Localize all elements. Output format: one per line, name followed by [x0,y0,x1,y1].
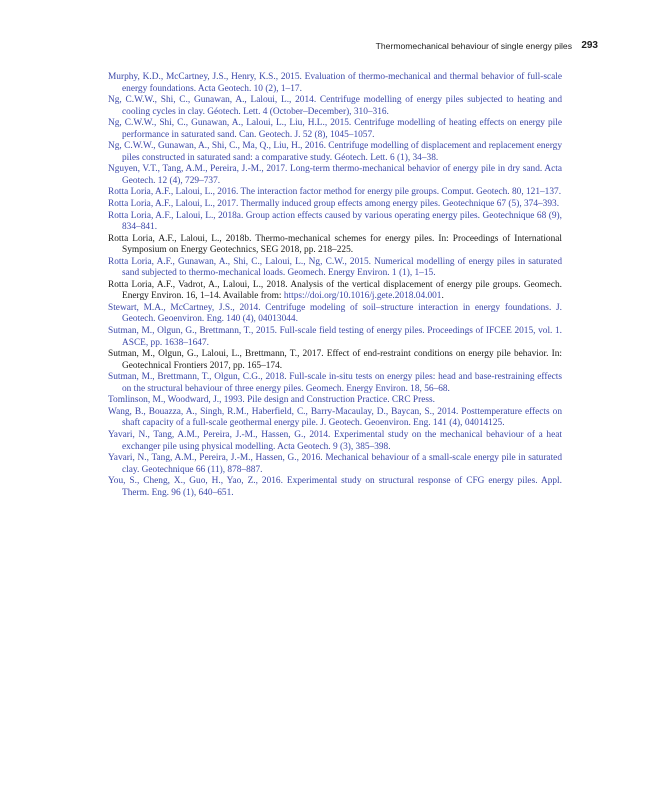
reference-text: Ng, C.W.W., Gunawan, A., Shi, C., Ma, Q., Liu, H., 2016. Centrifuge modelling of displacement and replacement energy piles constructed in saturated sand: a comparative study. Géotech. Lett. 6 (1), 34–38. [108,141,562,163]
reference-text: Yavari, N., Tang, A.M., Pereira, J.-M., Hassen, G., 2014. Experimental study on the mechanical behaviour of a heat exchanger pile using physical modelling. Acta Geotech. 9 (3), 385–398. [108,429,562,452]
reference-text: Murphy, K.D., McCartney, J.S., Henry, K.S., 2015. Evaluation of thermo-mechanical and thermal behavior of full-scale energy foundations. Acta Geotech. 10 (2), 1–17. [108,72,562,94]
reference-text: Rotta Loria, A.F., Gunawan, A., Shi, C., Laloui, L., Ng, C.W., 2015. Numerical modelling of energy piles in saturated sand subjected to thermo-mechanical loads. Geomech. Energy Environ. 1 (1), 1–15. [108,256,562,279]
reference-entry[interactable] [108,199,562,211]
reference-text: Yavari, N., Tang, A.M., Pereira, J.-M., Hassen, G., 2016. Mechanical behaviour of a small-scale energy pile in saturated clay. Geotechnique 66 (11), 878–887. [108,453,562,475]
reference-entry[interactable] [108,430,562,453]
reference-entry[interactable] [108,326,562,349]
reference-entry[interactable] [108,372,562,395]
reference-text: Ng, C.W.W., Shi, C., Gunawan, A., Laloui, L., Liu, H.L., 2015. Centrifuge modelling of heating effects on energy pile performance in saturated sand. Can. Geotech. J. 52 (8), 1045–1057. [108,118,562,140]
reference-text: Sutman, M., Brettmann, T., Olgun, C.G., 2018. Full-scale in-situ tests on energy piles: head and base-restraining effects on the structural behaviour of three energy piles. Geomech. Energy Environ. 18, 56–68. [108,372,562,394]
reference-text: Rotta Loria, A.F., Vadrot, A., Laloui, L., 2018. Analysis of the vertical displacement of energy pile groups. Geomech. Energy Environ. 16, 1–14. Available from: [108,279,562,302]
reference-entry[interactable] [108,164,562,187]
doi-link[interactable]: https://doi.org/10.1016/j.gete.2018.04.001 [283,291,442,302]
reference-entry [108,280,562,303]
reference-text: Wang, B., Bouazza, A., Singh, R.M., Haberfield, C., Barry-Macaulay, D., Baycan, S., 2014. Posttemperature effects on shaft capacity of a full-scale geothermal energy pile. J. Geotech. Geoenviron. Eng. 141 (4), 04014125. [108,406,562,429]
page-header [108,41,598,55]
reference-entry[interactable] [108,303,562,326]
reference-entry[interactable] [108,95,562,118]
running-title: Thermomechanical behaviour of single energy piles [375,41,572,51]
reference-list [108,72,562,499]
reference-tail: . [441,291,444,302]
reference-text: Stewart, M.A., McCartney, J.S., 2014. Centrifuge modeling of soil–structure interaction in energy foundations. J. Geotech. Geoenviron. Eng. 140 (4), 04013044. [108,302,562,325]
reference-entry[interactable] [108,211,562,234]
reference-entry[interactable] [108,395,562,407]
reference-entry [108,349,562,372]
reference-text: Rotta Loria, A.F., Laloui, L., 2017. Thermally induced group effects among energy piles. Geotechnique 67 (5), 374–393. [108,199,560,210]
reference-text: Sutman, M., Olgun, G., Brettmann, T., 2015. Full-scale field testing of energy piles. Proceedings of IFCEE 2015, vol. 1. ASCE, pp. 1638–1647. [108,326,562,348]
reference-text: Rotta Loria, A.F., Laloui, L., 2016. The interaction factor method for energy pile groups. Comput. Geotech. 80, 121–137. [108,187,562,198]
reference-entry[interactable] [108,141,562,164]
reference-text: Ng, C.W.W., Shi, C., Gunawan, A., Laloui, L., 2014. Centrifuge modelling of energy piles subjected to heating and cooling cycles in clay. Géotech. Lett. 4 (October–December), 310–316. [108,95,562,117]
reference-text: Tomlinson, M., Woodward, J., 1993. Pile design and Construction Practice. CRC Press. [108,395,435,406]
reference-entry[interactable] [108,72,562,95]
reference-entry[interactable] [108,407,562,430]
reference-entry [108,234,562,257]
reference-text: Nguyen, V.T., Tang, A.M., Pereira, J.-M., 2017. Long-term thermo-mechanical behavior of energy pile in dry sand. Acta Geotech. 12 (4), 729–737. [108,164,562,186]
reference-text: You, S., Cheng, X., Guo, H., Yao, Z., 2016. Experimental study on structural response of CFG energy piles. Appl. Therm. Eng. 96 (1), 640–651. [108,476,562,498]
reference-entry[interactable] [108,453,562,476]
reference-entry[interactable] [108,187,562,199]
reference-entry[interactable] [108,118,562,141]
reference-text: Sutman, M., Olgun, G., Laloui, L., Brettmann, T., 2017. Effect of end-restraint conditions on energy pile behavior. In: Geotechnical Frontiers 2017, pp. 165–174. [108,349,562,371]
page-number: 293 [581,40,598,51]
reference-entry[interactable] [108,476,562,499]
reference-text: Rotta Loria, A.F., Laloui, L., 2018a. Group action effects caused by various operating energy piles. Geotechnique 68 (9), 834–841. [108,210,562,233]
reference-text: Rotta Loria, A.F., Laloui, L., 2018b. Thermo-mechanical schemes for energy piles. In: Proceedings of International Symposium on Energy Geotechnics, SEG 2018, pp. 218–225. [108,233,562,256]
reference-entry[interactable] [108,257,562,280]
